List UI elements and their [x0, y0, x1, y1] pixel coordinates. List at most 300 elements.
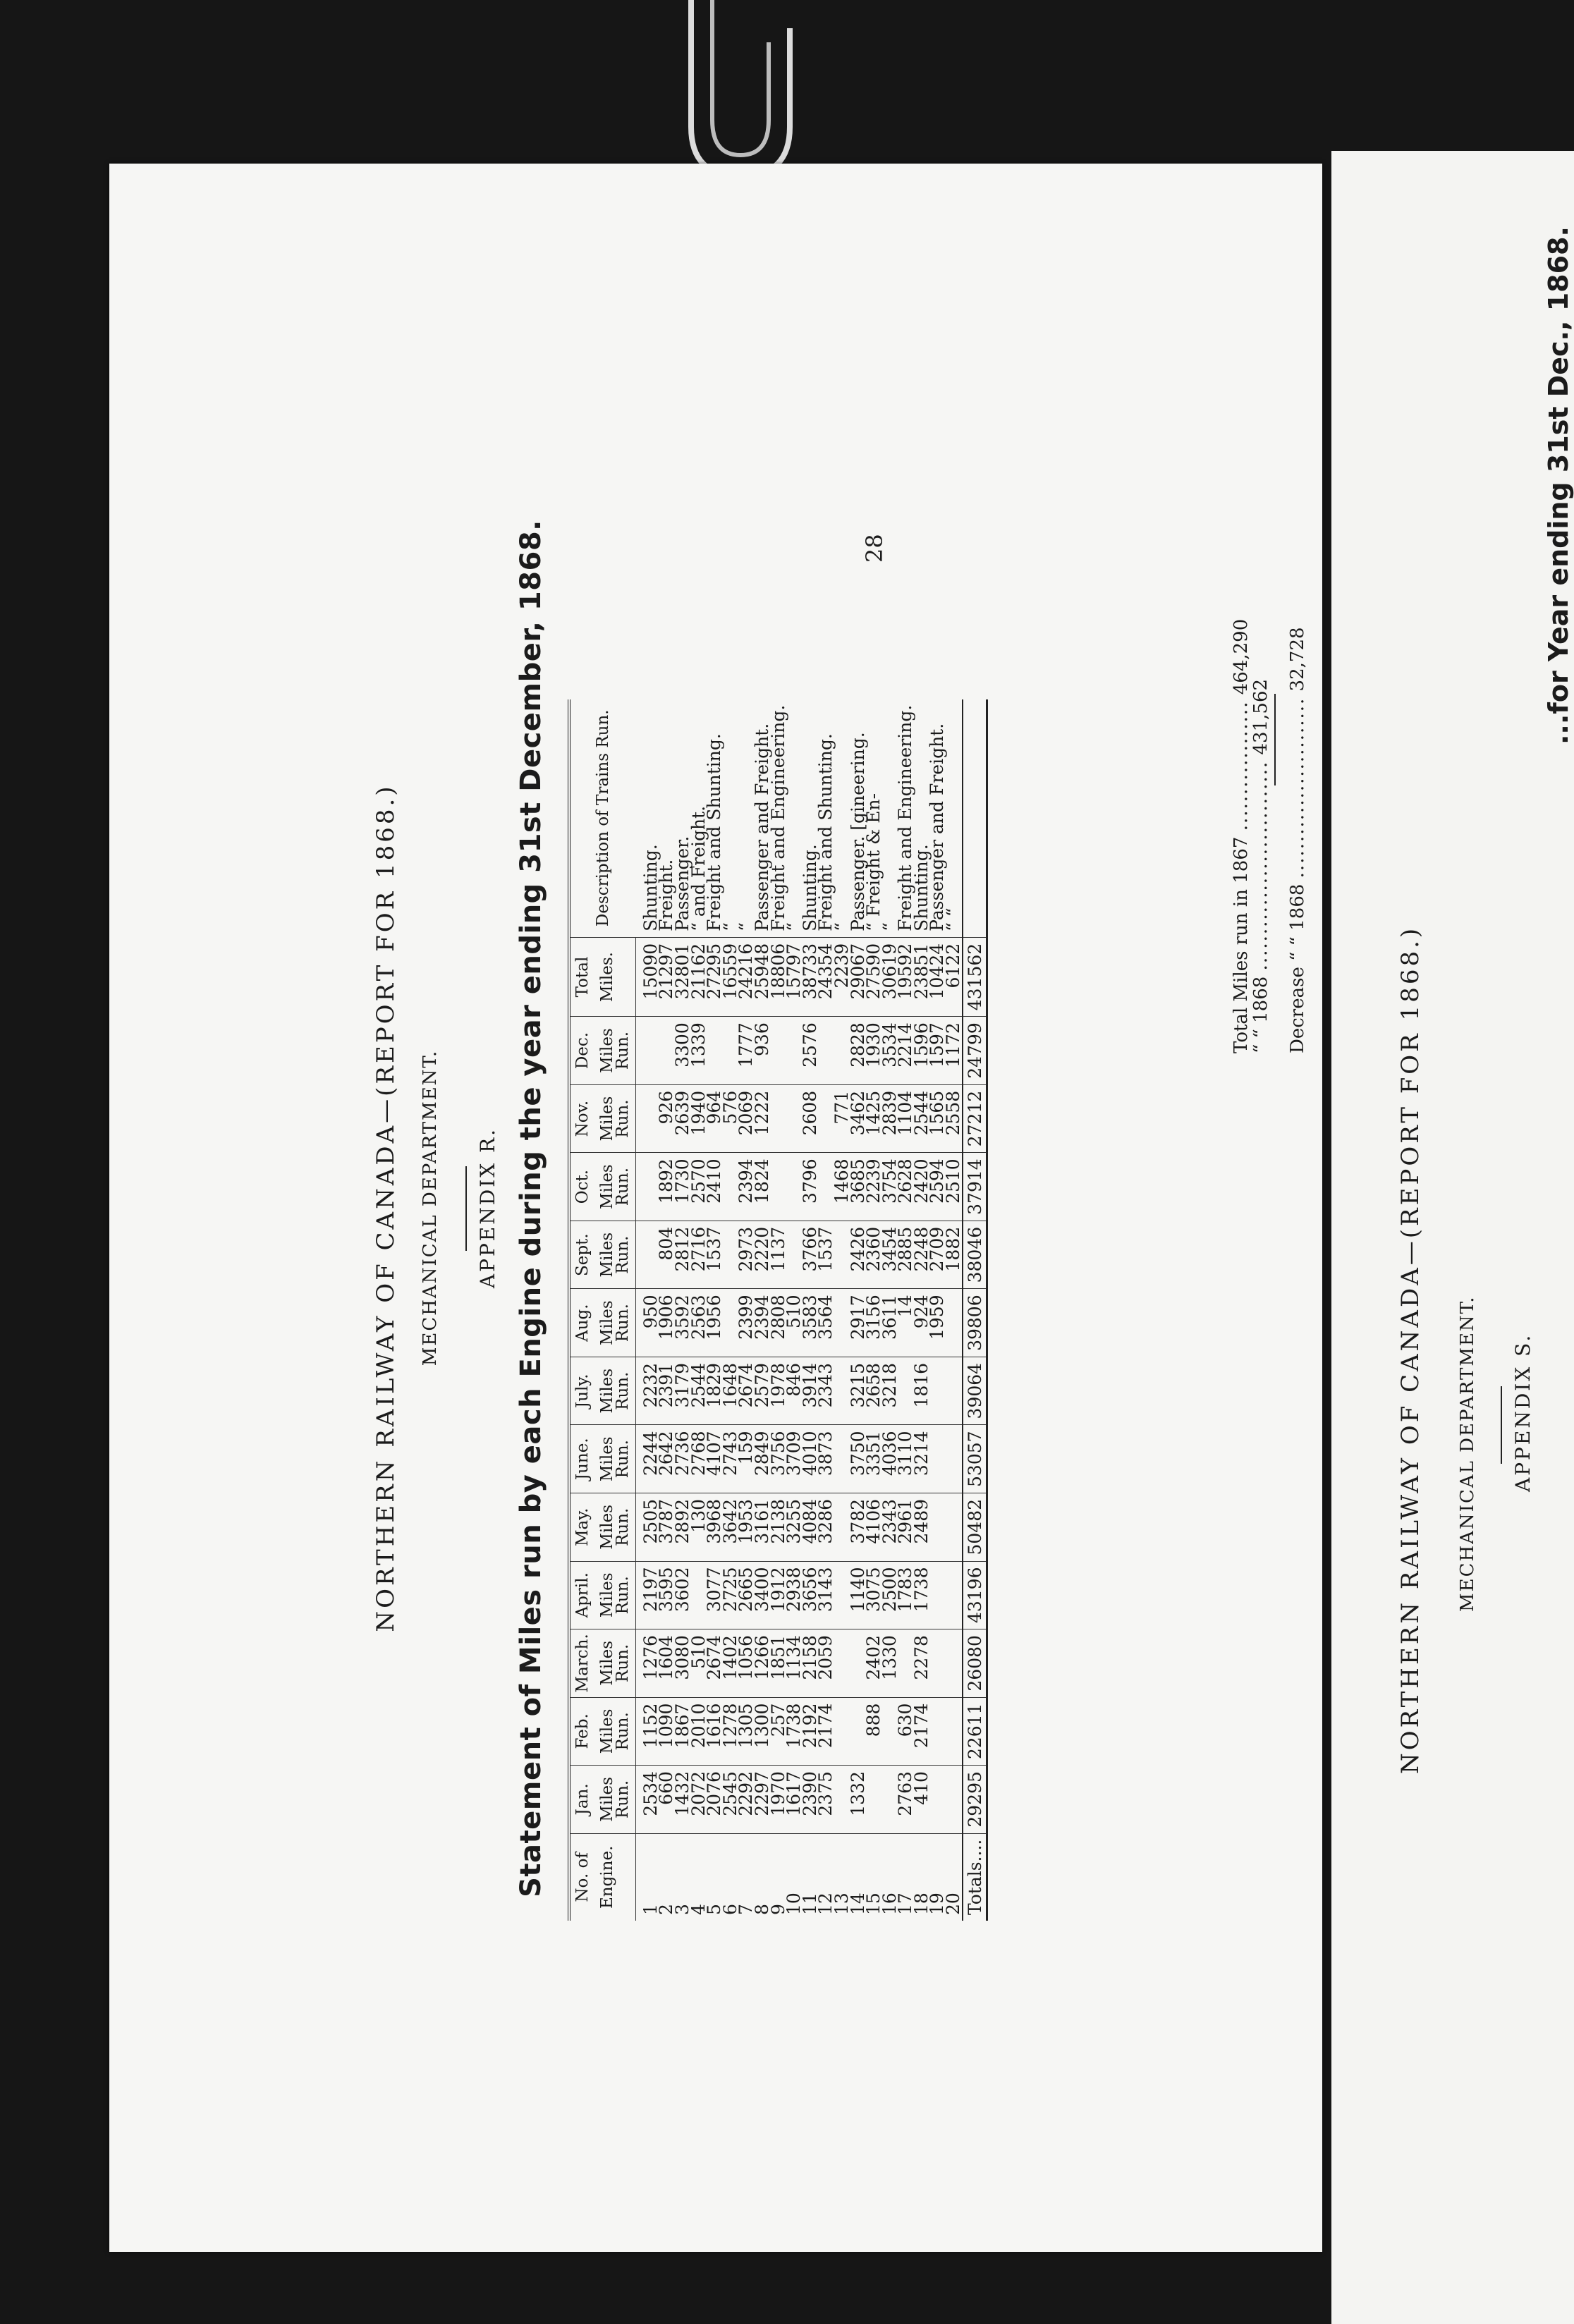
miles-cell: 3564	[818, 1289, 834, 1357]
miles-cell: 1892	[659, 1153, 675, 1221]
total-cell: 15797	[786, 937, 803, 1016]
total-cell: 30619	[882, 937, 898, 1016]
total-cell: 38733	[803, 937, 819, 1016]
header-miles: Miles	[597, 1708, 616, 1754]
header-miles-run-1	[595, 1697, 636, 1766]
header-miles: Miles	[597, 1436, 616, 1482]
header-description: Description of Trains Run.	[569, 699, 635, 938]
train-description: “ Freight & En-	[866, 699, 882, 938]
header-miles: Miles	[597, 1368, 616, 1414]
engine-number: 7	[736, 1904, 757, 1915]
miles-cell: 3300	[675, 1017, 691, 1085]
miles-cell	[707, 1017, 723, 1085]
miles-cell: 2192	[803, 1697, 819, 1766]
header-miles: Miles	[597, 1504, 616, 1550]
miles-cell	[929, 1425, 946, 1493]
miles-cell	[818, 1017, 834, 1085]
miles-cell: 2892	[675, 1493, 691, 1561]
header-month-5: June.	[569, 1425, 595, 1493]
miles-cell: 1959	[929, 1289, 946, 1357]
total-cell: 21297	[659, 937, 675, 1016]
train-description: Freight and Engineering.	[771, 699, 787, 938]
summary-decrease: Decrease “ “ 1868 ......................... 32,728	[1287, 627, 1308, 1053]
miles-cell: 1596	[914, 1017, 930, 1085]
total-cell: 27590	[866, 937, 882, 1016]
header-miles-run-8	[595, 1221, 636, 1289]
engine-number: 17	[895, 1892, 916, 1915]
month-total: 22611	[963, 1697, 987, 1766]
total-cell: 23851	[914, 937, 930, 1016]
train-description: “	[738, 699, 755, 938]
miles-cell: 1906	[659, 1289, 675, 1357]
train-description: “	[723, 699, 739, 938]
miles-cell: 1617	[786, 1766, 803, 1834]
miles-cell: 1537	[818, 1221, 834, 1289]
miles-cell: 1867	[675, 1697, 691, 1766]
miles-cell: 1956	[707, 1289, 723, 1357]
miles-cell: 510	[786, 1289, 803, 1357]
document-page	[109, 164, 1322, 2252]
miles-cell: 2628	[898, 1153, 914, 1221]
total-cell: 27295	[707, 937, 723, 1016]
train-description: “	[882, 699, 898, 938]
header-month-7: Aug.	[569, 1289, 595, 1357]
miles-cell: 846	[786, 1357, 803, 1425]
miles-cell: 2763	[898, 1766, 914, 1834]
miles-cell: 3968	[707, 1493, 723, 1561]
miles-cell: 3754	[882, 1153, 898, 1221]
summary-ditto-1868: “ “	[1250, 1029, 1271, 1053]
summary-line-1867: Total Miles run in 1867 .................. 464,290	[1231, 618, 1252, 1053]
miles-cell: 1912	[771, 1561, 787, 1629]
header-run: Run.	[614, 1507, 633, 1546]
total-cell: 10424	[929, 937, 946, 1016]
miles-cell: 2214	[898, 1017, 914, 1085]
miles-cell: 2500	[882, 1561, 898, 1629]
header-total-label: Miles.	[595, 937, 636, 1016]
paper-clip	[635, 0, 804, 183]
miles-cell: 1597	[929, 1017, 946, 1085]
adjacent-appendix: APPENDIX S.	[1511, 1333, 1535, 1492]
miles-cell: 2608	[803, 1084, 819, 1153]
table-row	[818, 699, 834, 1921]
miles-cell: 1970	[771, 1766, 787, 1834]
miles-cell: 1829	[707, 1357, 723, 1425]
train-description: Passenger and Freight.	[755, 699, 771, 938]
miles-cell: 964	[707, 1084, 723, 1153]
adjacent-statement-fragment: ...for Year ending 31st Dec., 1868.	[1543, 226, 1574, 745]
train-description: Freight.	[659, 699, 675, 938]
header-run: Run.	[614, 1031, 633, 1070]
miles-cell: 3796	[803, 1153, 819, 1221]
engine-number: 12	[815, 1892, 836, 1915]
total-cell: 2239	[834, 937, 850, 1016]
miles-cell	[946, 1357, 963, 1425]
header-miles-run-6	[595, 1357, 636, 1425]
miles-cell: 2076	[707, 1766, 723, 1834]
header-miles-run-2	[595, 1629, 636, 1698]
miles-cell: 1940	[691, 1084, 707, 1153]
miles-cell: 2394	[738, 1153, 755, 1221]
miles-cell: 2961	[898, 1493, 914, 1561]
miles-cell: 3454	[882, 1221, 898, 1289]
miles-cell: 2768	[691, 1425, 707, 1493]
total-cell: 16559	[723, 937, 739, 1016]
miles-cell: 257	[771, 1697, 787, 1766]
month-total: 27212	[963, 1084, 987, 1153]
engine-number: 9	[767, 1904, 788, 1915]
total-cell: 24216	[738, 937, 755, 1016]
miles-cell: 3286	[818, 1493, 834, 1561]
miles-cell: 2197	[635, 1561, 659, 1629]
miles-cell: 14	[898, 1289, 914, 1357]
miles-cell: 3179	[675, 1357, 691, 1425]
miles-cell: 1056	[738, 1629, 755, 1698]
miles-cell	[929, 1493, 946, 1561]
train-description: “ “	[946, 699, 963, 938]
miles-cell: 2812	[675, 1221, 691, 1289]
engine-number: 1	[640, 1904, 661, 1915]
header-month-1: Feb.	[569, 1697, 595, 1766]
miles-cell: 1402	[723, 1629, 739, 1698]
header-run: Run.	[614, 1304, 633, 1343]
miles-cell: 2343	[882, 1493, 898, 1561]
miles-cell: 1777	[738, 1017, 755, 1085]
engine-number: 8	[751, 1904, 772, 1915]
miles-cell: 2297	[755, 1766, 771, 1834]
miles-cell: 1137	[771, 1221, 787, 1289]
miles-cell: 2239	[866, 1153, 882, 1221]
header-miles-run-10	[595, 1084, 636, 1153]
miles-cell: 936	[755, 1017, 771, 1085]
miles-cell	[929, 1561, 946, 1629]
miles-cell: 2576	[803, 1017, 819, 1085]
engine-number: 3	[671, 1904, 693, 1915]
miles-cell: 1824	[755, 1153, 771, 1221]
miles-cell: 1330	[882, 1629, 898, 1698]
report-title: NORTHERN RAILWAY OF CANADA—(REPORT FOR 1868.)	[372, 783, 400, 1632]
miles-cell: 1730	[675, 1153, 691, 1221]
miles-cell	[771, 1084, 787, 1153]
miles-cell: 159	[738, 1425, 755, 1493]
miles-cell: 2570	[691, 1153, 707, 1221]
total-cell: 6122	[946, 937, 963, 1016]
month-total: 26080	[963, 1629, 987, 1698]
miles-cell: 2839	[882, 1084, 898, 1153]
miles-cell: 2938	[786, 1561, 803, 1629]
engine-number: 18	[910, 1892, 932, 1915]
miles-cell: 2736	[675, 1425, 691, 1493]
decrease-label: Decrease	[1287, 967, 1308, 1053]
miles-cell: 1432	[675, 1766, 691, 1834]
miles-cell: 2426	[850, 1221, 867, 1289]
miles-cell: 3709	[786, 1425, 803, 1493]
header-miles: Miles	[597, 1096, 616, 1142]
adjacent-appendix-rule	[1501, 1386, 1502, 1464]
miles-cell: 2639	[675, 1084, 691, 1153]
miles-cell: 3462	[850, 1084, 867, 1153]
miles-cell: 2544	[914, 1084, 930, 1153]
engine-number: 5	[704, 1904, 725, 1915]
header-miles: Miles	[597, 1640, 616, 1686]
miles-cell: 2375	[818, 1766, 834, 1834]
total-cell: 18806	[771, 937, 787, 1016]
miles-cell: 2658	[866, 1357, 882, 1425]
miles-cell	[929, 1357, 946, 1425]
miles-cell: 2248	[914, 1221, 930, 1289]
miles-cell: 1152	[635, 1697, 659, 1766]
header-month-3: April.	[569, 1561, 595, 1629]
miles-cell: 888	[866, 1697, 882, 1766]
miles-cell	[929, 1766, 946, 1834]
miles-cell: 2558	[946, 1084, 963, 1153]
miles-cell: 1300	[755, 1697, 771, 1766]
miles-cell: 2563	[691, 1289, 707, 1357]
month-total: 50482	[963, 1493, 987, 1561]
statement-title: Statement of Miles run by each Engine during the year ending 31st December, 1868.	[515, 520, 547, 1897]
miles-cell: 2642	[659, 1425, 675, 1493]
train-description: Passenger and Freight.	[929, 699, 946, 938]
miles-cell: 2743	[723, 1425, 739, 1493]
month-total: 39064	[963, 1357, 987, 1425]
header-miles: Miles	[597, 1300, 616, 1345]
decrease-value: 32,728	[1287, 627, 1308, 692]
total-cell: 32801	[675, 937, 691, 1016]
month-total: 53057	[963, 1425, 987, 1493]
month-total: 37914	[963, 1153, 987, 1221]
train-description: Shunting.	[914, 699, 930, 938]
header-run: Run.	[614, 1099, 633, 1138]
miles-cell	[771, 1153, 787, 1221]
miles-cell: 3156	[866, 1289, 882, 1357]
header-run: Run.	[614, 1780, 633, 1819]
miles-cell: 3685	[850, 1153, 867, 1221]
miles-cell: 1738	[786, 1697, 803, 1766]
miles-cell: 2534	[635, 1766, 659, 1834]
miles-cell: 1783	[898, 1561, 914, 1629]
table-row	[929, 699, 946, 1921]
train-description: “	[786, 699, 803, 938]
miles-cell: 410	[914, 1766, 930, 1834]
miles-cell: 3756	[771, 1425, 787, 1493]
adjacent-department: MECHANICAL DEPARTMENT.	[1457, 1295, 1478, 1612]
miles-cell: 2489	[914, 1493, 930, 1561]
train-description: Freight and Shunting.	[707, 699, 723, 938]
header-miles: Miles	[597, 1232, 616, 1278]
header-run: Run.	[614, 1644, 633, 1682]
miles-cell	[946, 1629, 963, 1698]
total-cell: 29067	[850, 937, 867, 1016]
miles-cell: 3656	[803, 1561, 819, 1629]
miles-cell: 2716	[691, 1221, 707, 1289]
miles-cell: 3161	[755, 1493, 771, 1561]
miles-cell: 2665	[738, 1561, 755, 1629]
miles-cell: 2360	[866, 1221, 882, 1289]
miles-cell: 3592	[675, 1289, 691, 1357]
header-miles-run-0	[595, 1766, 636, 1834]
miles-cell	[929, 1629, 946, 1698]
miles-cell: 926	[659, 1084, 675, 1153]
miles-cell: 2674	[738, 1357, 755, 1425]
miles-cell: 1425	[866, 1084, 882, 1153]
engine-number: 14	[847, 1892, 868, 1915]
miles-cell	[946, 1766, 963, 1834]
miles-cell: 3642	[723, 1493, 739, 1561]
miles-cell: 1978	[771, 1357, 787, 1425]
appendix-heading: APPENDIX R.	[476, 1127, 499, 1289]
month-total: 43196	[963, 1561, 987, 1629]
summary-label-1867: Total Miles run in 1867	[1231, 836, 1252, 1053]
miles-cell: 1090	[659, 1697, 675, 1766]
miles-cell: 2220	[755, 1221, 771, 1289]
train-description: Passenger. [gineering.	[850, 699, 867, 938]
miles-cell	[866, 1766, 882, 1834]
miles-cell	[946, 1289, 963, 1357]
header-month-0: Jan.	[569, 1766, 595, 1834]
miles-cell: 3750	[850, 1425, 867, 1493]
miles-cell: 3077	[707, 1561, 723, 1629]
miles-cell: 2174	[914, 1697, 930, 1766]
miles-cell: 1604	[659, 1629, 675, 1698]
miles-cell: 630	[898, 1697, 914, 1766]
summary-rule	[1274, 694, 1276, 785]
miles-cell: 2510	[946, 1153, 963, 1221]
miles-cell: 2158	[803, 1629, 819, 1698]
miles-cell	[834, 1629, 850, 1698]
miles-cell: 3075	[866, 1561, 882, 1629]
miles-cell: 2545	[723, 1766, 739, 1834]
miles-cell: 1616	[707, 1697, 723, 1766]
grand-total: 431562	[963, 937, 987, 1016]
miles-cell	[834, 1697, 850, 1766]
miles-cell: 2232	[635, 1357, 659, 1425]
miles-cell: 3766	[803, 1221, 819, 1289]
header-miles: Miles	[597, 1028, 616, 1073]
miles-cell: 1537	[707, 1221, 723, 1289]
header-run: Run.	[614, 1235, 633, 1274]
miles-cell: 924	[914, 1289, 930, 1357]
miles-cell: 1816	[914, 1357, 930, 1425]
header-total: Total	[569, 937, 595, 1016]
miles-cell: 2885	[898, 1221, 914, 1289]
miles-cell: 1565	[929, 1084, 946, 1153]
miles-cell: 1332	[850, 1766, 867, 1834]
train-description: “ and Freight.	[691, 699, 707, 938]
header-run: Run.	[614, 1167, 633, 1206]
miles-cell: 2505	[635, 1493, 659, 1561]
engine-number: 2	[656, 1904, 677, 1915]
miles-cell	[946, 1697, 963, 1766]
miles-cell: 3110	[898, 1425, 914, 1493]
totals-row	[963, 699, 987, 1921]
summary-line-1868: “ “ 1868 ............................. 431,562	[1250, 678, 1271, 1053]
miles-cell: 1278	[723, 1697, 739, 1766]
miles-cell: 3595	[659, 1561, 675, 1629]
miles-cell	[929, 1697, 946, 1766]
header-miles-run-3	[595, 1561, 636, 1629]
miles-cell: 2069	[738, 1084, 755, 1153]
miles-cell: 1953	[738, 1493, 755, 1561]
miles-cell: 2808	[771, 1289, 787, 1357]
miles-cell: 2917	[850, 1289, 867, 1357]
table-row	[946, 699, 963, 1921]
engine-number: 11	[799, 1892, 820, 1915]
header-miles-run-7	[595, 1289, 636, 1357]
decrease-ditto: “ “	[1287, 936, 1308, 961]
miles-cell: 3215	[850, 1357, 867, 1425]
month-total: 29295	[963, 1766, 987, 1834]
miles-cell: 950	[635, 1289, 659, 1357]
miles-cell: 1276	[635, 1629, 659, 1698]
miles-cell: 2244	[635, 1425, 659, 1493]
total-cell: 21162	[691, 937, 707, 1016]
summary-value-1867: 464,290	[1231, 618, 1252, 695]
miles-cell: 2725	[723, 1561, 739, 1629]
adjacent-report-title: NORTHERN RAILWAY OF CANADA—(REPORT FOR 1868.)	[1396, 925, 1424, 1774]
adjacent-page-content	[1331, 151, 1574, 2324]
miles-cell: 2072	[691, 1766, 707, 1834]
header-month-10: Nov.	[569, 1084, 595, 1153]
header-miles-run-4	[595, 1493, 636, 1561]
totals-description	[963, 699, 987, 938]
miles-cell: 1140	[850, 1561, 867, 1629]
totals-label: Totals....	[963, 1833, 987, 1921]
total-cell: 15090	[635, 937, 659, 1016]
header-run: Run.	[614, 1440, 633, 1479]
miles-cell: 576	[723, 1084, 739, 1153]
miles-cell: 4106	[866, 1493, 882, 1561]
header-miles-run-11	[595, 1017, 636, 1085]
department-heading: MECHANICAL DEPARTMENT.	[420, 1049, 441, 1366]
miles-cell: 3218	[882, 1357, 898, 1425]
decrease-year: 1868	[1287, 883, 1308, 931]
miles-cell: 3787	[659, 1493, 675, 1561]
miles-cell: 3255	[786, 1493, 803, 1561]
miles-cell: 510	[691, 1629, 707, 1698]
miles-cell: 1305	[738, 1697, 755, 1766]
header-month-2: March.	[569, 1629, 595, 1698]
miles-cell: 2138	[771, 1493, 787, 1561]
header-miles: Miles	[597, 1777, 616, 1822]
miles-cell: 1930	[866, 1017, 882, 1085]
header-run: Run.	[614, 1712, 633, 1751]
header-miles: Miles	[597, 1572, 616, 1618]
train-description: Shunting.	[803, 699, 819, 938]
train-description: “	[834, 699, 850, 938]
month-total: 38046	[963, 1221, 987, 1289]
header-miles-run-5	[595, 1425, 636, 1493]
miles-cell: 3611	[882, 1289, 898, 1357]
header-miles: Miles	[597, 1164, 616, 1209]
miles-cell: 2343	[818, 1357, 834, 1425]
miles-cell: 1882	[946, 1221, 963, 1289]
header-month-6: July.	[569, 1357, 595, 1425]
miles-cell: 4084	[803, 1493, 819, 1561]
miles-cell	[771, 1017, 787, 1085]
miles-cell: 1648	[723, 1357, 739, 1425]
engine-number: 13	[831, 1892, 852, 1915]
miles-cell: 2594	[929, 1153, 946, 1221]
header-engine-label: Engine.	[595, 1833, 636, 1921]
miles-cell: 1851	[771, 1629, 787, 1698]
miles-cell: 1134	[786, 1629, 803, 1698]
month-total: 39806	[963, 1289, 987, 1357]
appendix-rule	[465, 1166, 467, 1251]
miles-cell: 3583	[803, 1289, 819, 1357]
miles-cell	[946, 1493, 963, 1561]
miles-cell: 2579	[755, 1357, 771, 1425]
miles-cell: 2973	[738, 1221, 755, 1289]
